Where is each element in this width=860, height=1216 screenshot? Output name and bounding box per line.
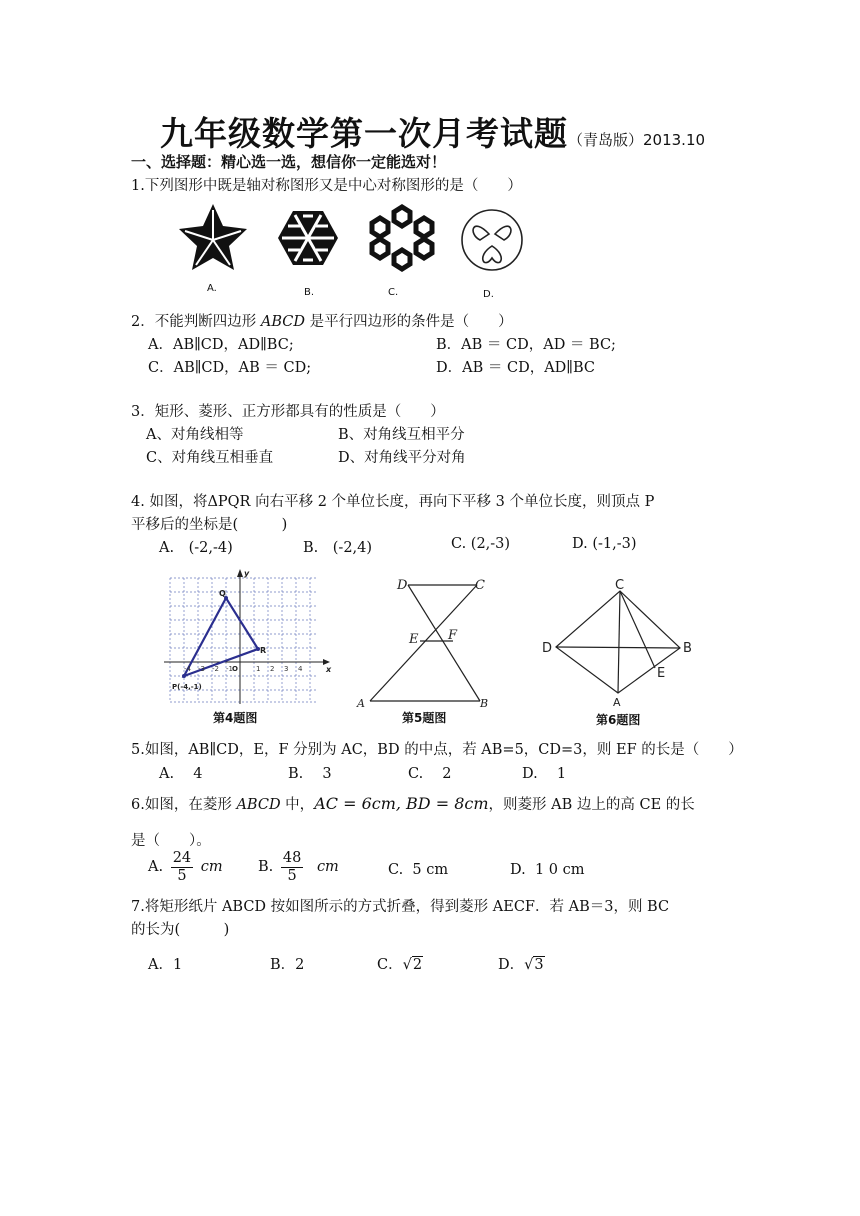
- q6-option-c-letter: C.: [388, 862, 404, 878]
- fig4-label-o: O: [232, 665, 238, 673]
- q3-option-d: D、对角线平分对角: [338, 450, 466, 466]
- q4-line1: 4. 如图，将ΔPQR 向右平移 2 个单位长度，再向下平移 3 个单位长度，则顶点 P: [131, 494, 655, 510]
- q6-text: [131, 793, 695, 814]
- q4-line2: 平移后的坐标是( ): [131, 517, 288, 533]
- q6-option-d-value: 1 0 cm: [534, 862, 585, 878]
- q7-option-a: [148, 953, 182, 974]
- fig4-label-q: Q: [219, 589, 226, 598]
- q4-option-d: D. (-1,-3): [572, 536, 637, 552]
- q7-option-c: [377, 953, 423, 974]
- q6-option-b-den: 5: [287, 867, 297, 884]
- q2-text-post: 是平行四边形的条件是（ ）: [304, 314, 513, 330]
- q2-text-pre: 2．不能判断四边形: [131, 314, 261, 330]
- fig4-tick-3: 3: [284, 665, 289, 673]
- q7-option-a-value: 1: [172, 957, 183, 973]
- fig5-label-d: D: [397, 578, 408, 593]
- q6-text-mid: 中，: [280, 797, 315, 813]
- fig6-label-e: E: [657, 666, 666, 681]
- figure-b-hexagon: [278, 211, 338, 265]
- q5-option-b: B. 3: [288, 766, 332, 782]
- q6-line2: 是（ ）。: [131, 833, 211, 849]
- q3-text: 3．矩形、菱形、正方形都具有的性质是（ ）: [131, 404, 445, 420]
- q7-option-d-sqrt: √3: [524, 957, 544, 973]
- q2-option-a: A．AB∥CD，AD∥BC;: [148, 337, 294, 353]
- fig4-tick-neg2: -2: [212, 665, 219, 673]
- q6-text-italic: ABCD: [236, 797, 281, 813]
- fig4-label-x: x: [326, 665, 332, 674]
- fig5-label-a: A: [357, 697, 365, 710]
- q6-option-b-letter: B.: [258, 859, 274, 876]
- q1-label-d: D.: [483, 289, 494, 300]
- q6-math: AC = 6cm, BD = 8cm: [314, 794, 489, 813]
- title-main: 九年级数学第一次月考试题: [160, 114, 568, 153]
- figure-5-caption: 第5题图: [402, 711, 447, 725]
- q5-option-c: C. 2: [408, 766, 452, 782]
- q6-text-pre: 6.如图，在菱形: [131, 797, 237, 813]
- q4-option-c: C. (2,-3): [451, 536, 511, 552]
- fig6-label-b: B: [683, 641, 692, 656]
- q6-option-d: [510, 862, 584, 878]
- q4-option-a: A. (-2,-4): [159, 540, 233, 556]
- q7-option-d-letter: D．: [498, 957, 525, 973]
- q6-option-a-fraction: [171, 850, 193, 884]
- q1-text: 1.下列图形中既是轴对称图形又是中心对称图形的是（ ）: [131, 178, 522, 194]
- fig4-tick-1: 1: [256, 665, 261, 673]
- q1-label-c: C.: [388, 287, 399, 298]
- q3-option-c: C、对角线互相垂直: [146, 450, 274, 466]
- q6-option-a: [148, 850, 223, 884]
- fig4-label-r: R: [260, 646, 267, 655]
- q7-option-a-letter: A．: [148, 957, 173, 973]
- title-sub: （青岛版）2013.10: [568, 131, 706, 149]
- page-title: [160, 108, 705, 155]
- fig5-label-b: B: [480, 697, 489, 710]
- fig4-tick-2: 2: [270, 665, 275, 673]
- q6-option-b-unit: cm: [316, 859, 339, 876]
- fig4-tick-neg4: -4: [184, 665, 191, 673]
- q2-option-d: D．AB ＝ CD，AD∥BC: [436, 360, 596, 376]
- q7-line2: 的长为( ): [131, 922, 230, 938]
- q6-option-d-letter: D.: [510, 862, 526, 878]
- q6-option-a-num: 24: [172, 850, 192, 866]
- q6-option-b-num: 48: [282, 850, 302, 866]
- q6-option-b: [258, 850, 339, 884]
- fig5-label-e: E: [409, 632, 419, 647]
- figure-6-diagram: [540, 575, 700, 710]
- fig5-label-f: F: [448, 628, 458, 643]
- q2-option-b: B．AB ＝ CD，AD ＝ BC;: [436, 337, 616, 353]
- fig4-label-p: P(-4,-1): [172, 683, 202, 691]
- figure-d-circle: [462, 210, 522, 270]
- q6-option-c: [388, 862, 448, 878]
- q7-option-c-letter: C．: [377, 957, 403, 973]
- q5-option-a: A. 4: [159, 766, 203, 782]
- q5-text: 5.如图，AB∥CD，E，F 分别为 AC，BD 的中点，若 AB=5，CD=3，则 EF 的长是（ ）: [131, 742, 743, 758]
- q5-option-d: D. 1: [522, 766, 567, 782]
- q7-line1: 7.将矩形纸片 ABCD 按如图所示的方式折叠，得到菱形 AECF．若 AB＝3，则 BC: [131, 899, 670, 915]
- q3-option-a: A、对角线相等: [146, 427, 244, 443]
- figure-4-grid: [160, 569, 335, 707]
- q6-option-a-den: 5: [177, 867, 187, 884]
- q6-option-a-letter: A.: [148, 859, 164, 876]
- figure-4-caption: 第4题图: [213, 711, 258, 725]
- q2-text-italic: ABCD: [260, 314, 305, 330]
- q3-option-b: B、对角线互相平分: [338, 427, 465, 443]
- q7-option-b-value: 2: [295, 957, 305, 973]
- q6-option-b-fraction: [281, 850, 303, 884]
- q6-option-a-unit: cm: [200, 859, 223, 876]
- section-heading: 一、选择题：精心选一选，想信你一定能选对！: [131, 153, 447, 171]
- q7-option-d: [498, 953, 545, 974]
- figure-a-star: [179, 204, 247, 270]
- fig5-label-c: C: [475, 578, 485, 593]
- q4-option-b: B. (-2,4): [303, 540, 373, 556]
- q7-option-d-radicand: 3: [534, 957, 544, 973]
- q7-option-b: [270, 953, 304, 974]
- fig4-tick-neg3: -3: [198, 665, 205, 673]
- q7-option-c-sqrt: √2: [402, 957, 423, 973]
- q7-option-c-radicand: 2: [412, 957, 423, 973]
- fig4-tick-neg1: -1: [226, 665, 233, 673]
- q7-option-b-letter: B．: [270, 957, 296, 973]
- fig4-tick-4: 4: [298, 665, 303, 673]
- fig6-label-a: A: [613, 696, 621, 709]
- q2-option-c: C．AB∥CD，AB ＝ CD;: [148, 360, 312, 376]
- q1-figures: [170, 200, 530, 280]
- figure-5-diagram: [355, 575, 495, 710]
- figure-6-caption: 第6题图: [596, 713, 641, 727]
- q2-text: [131, 310, 513, 331]
- fig4-label-y: y: [244, 569, 250, 578]
- q1-label-b: B.: [304, 287, 315, 298]
- q1-label-a: A.: [207, 283, 217, 294]
- q6-text-post: ，则菱形 AB 边上的高 CE 的长: [488, 797, 695, 813]
- q6-option-c-value: 5 cm: [412, 862, 449, 878]
- figure-c-hex-ring: [372, 207, 432, 269]
- fig6-label-d: D: [542, 641, 553, 656]
- fig6-label-c: C: [615, 578, 625, 593]
